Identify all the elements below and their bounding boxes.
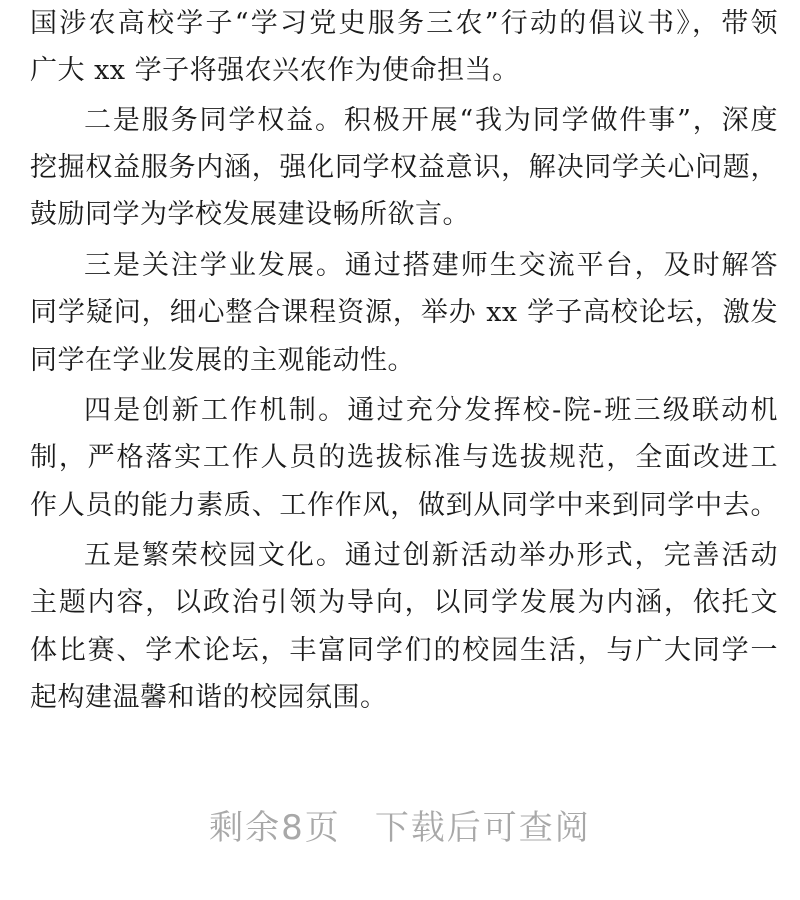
text-line: 制，严格落实工作人员的选拔标准与选拔规范，全面改进工 xyxy=(30,442,778,473)
text-line: 起构建温馨和谐的校园氛围。 xyxy=(30,682,388,713)
download-prompt[interactable] xyxy=(0,800,800,849)
text-line: 同学疑问，细心整合课程资源，举办 xx 学子高校论坛，激发 xyxy=(30,297,778,328)
text-line: 四是创新工作机制。通过充分发挥校-院-班三级联动机 xyxy=(84,395,778,426)
text-line: 二是服务同学权益。积极开展“我为同学做件事”，深度 xyxy=(84,105,778,136)
text-line: 三是关注学业发展。通过搭建师生交流平台，及时解答 xyxy=(84,250,778,281)
text-line: 同学在学业发展的主观能动性。 xyxy=(30,345,415,376)
text-line: 五是繁荣校园文化。通过创新活动举办形式，完善活动 xyxy=(84,540,778,571)
text-line: 广大 xx 学子将强农兴农作为使命担当。 xyxy=(30,55,520,86)
remaining-pages-label: 剩余8页 xyxy=(209,808,341,848)
text-line: 体比赛、学术论坛，丰富同学们的校园生活，与广大同学一 xyxy=(30,635,778,666)
text-line: 作人员的能力素质、工作作风，做到从同学中来到同学中去。 xyxy=(30,490,778,521)
text-line: 国涉农高校学子“学习党史服务三农”行动的倡议书》，带领 xyxy=(30,8,778,39)
text-line: 鼓励同学为学校发展建设畅所欲言。 xyxy=(30,199,470,230)
download-to-view-label: 下载后可查阅 xyxy=(374,808,591,848)
text-line: 挖掘权益服务内涵，强化同学权益意识，解决同学关心问题， xyxy=(30,152,778,183)
text-line: 主题内容，以政治引领为导向，以同学发展为内涵，依托文 xyxy=(30,587,778,618)
